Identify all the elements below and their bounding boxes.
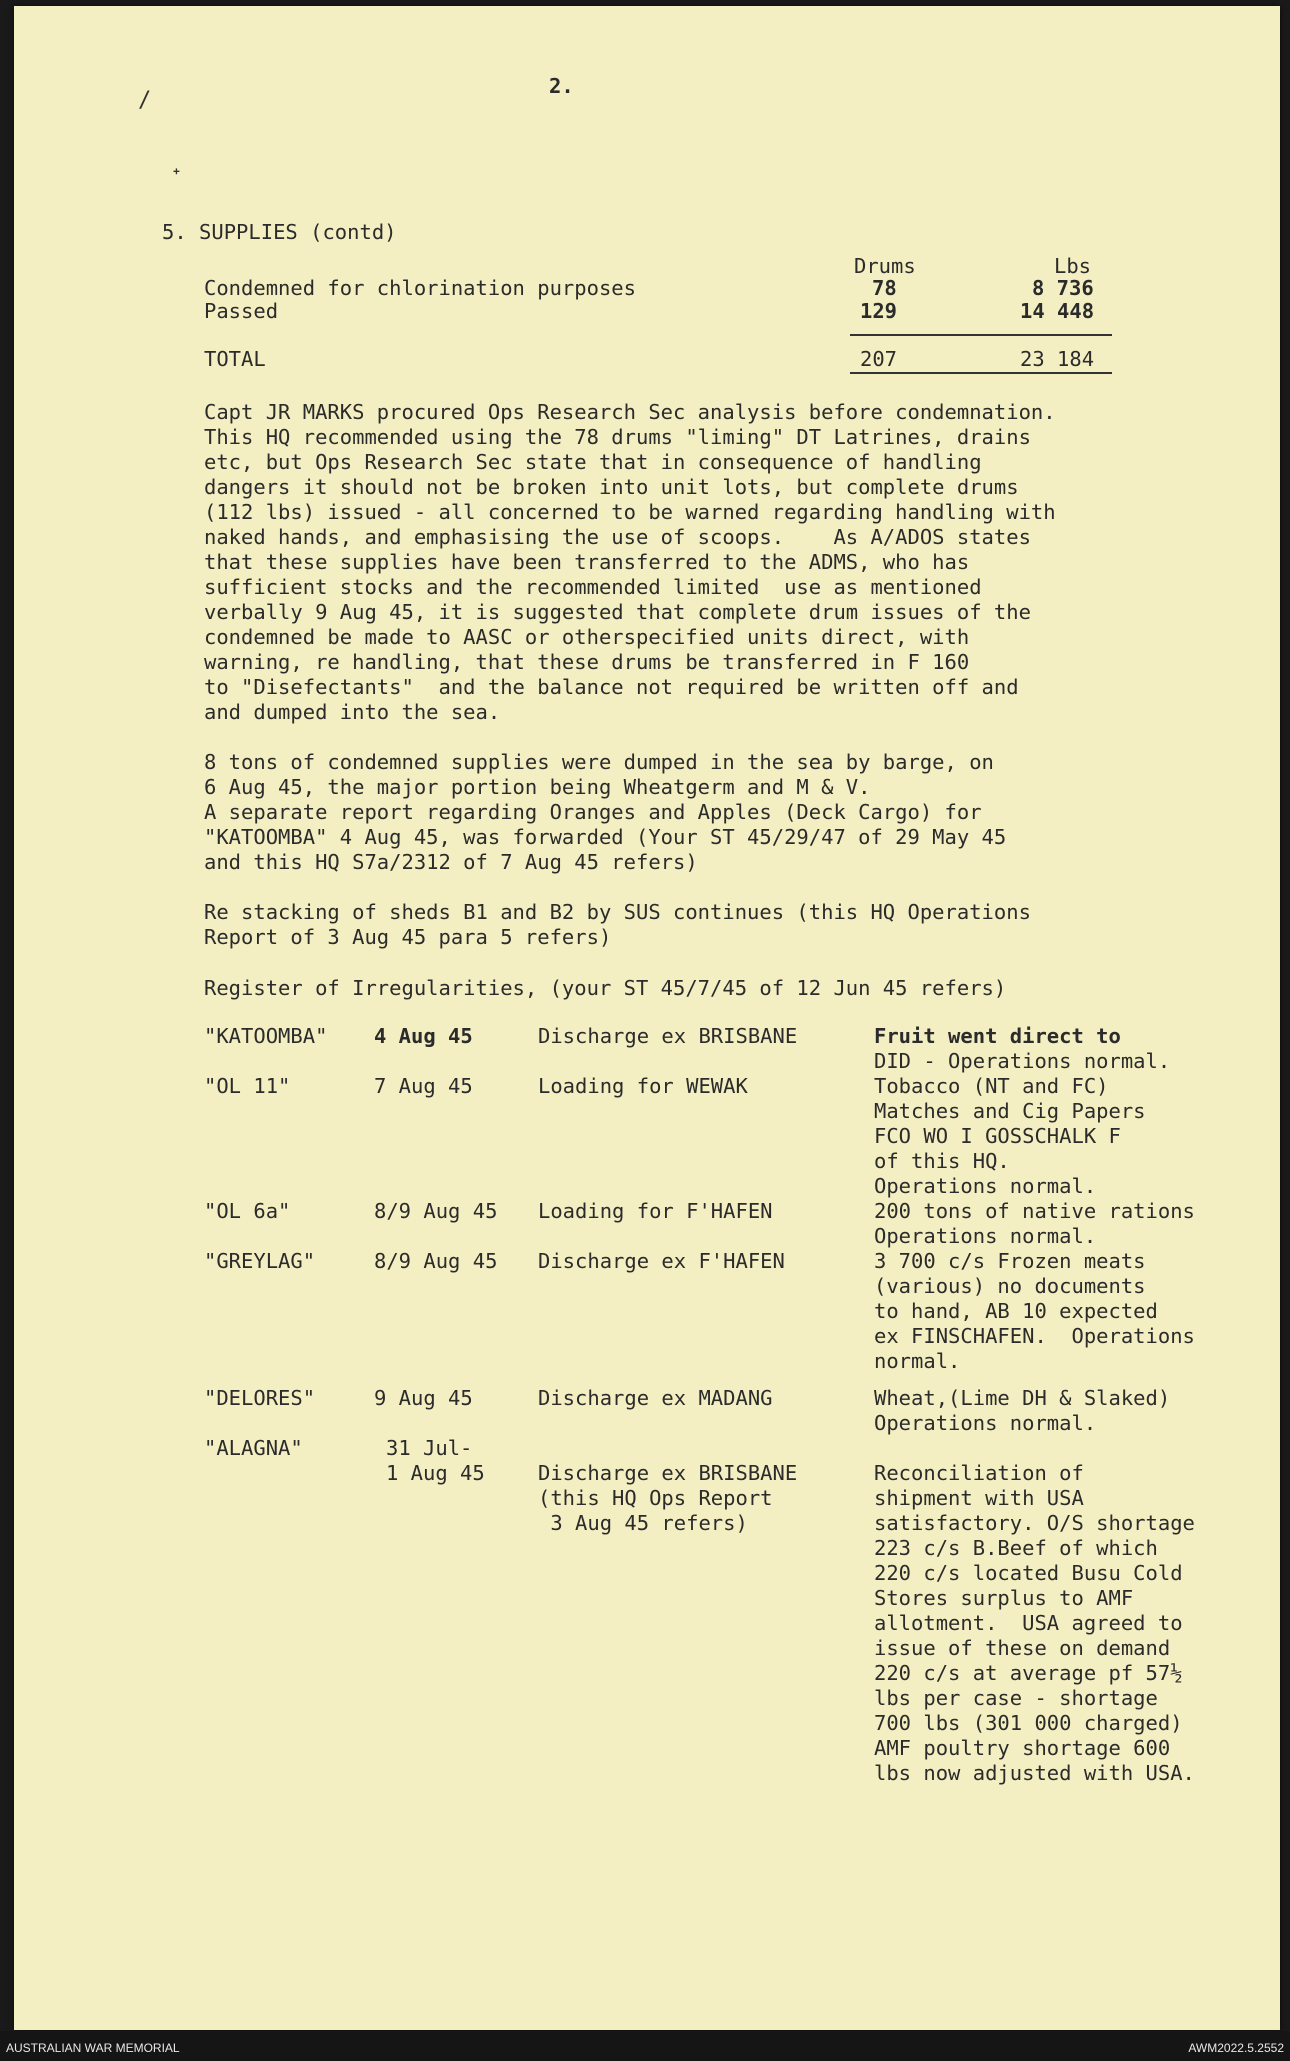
ink-mark: / xyxy=(138,88,152,113)
total-underline xyxy=(850,372,1112,374)
register-remarks: 200 tons of native rations xyxy=(874,1199,1195,1223)
text-line: that these supplies have been transferred to the ADMS, who has xyxy=(204,550,970,574)
register-remarks: Operations normal. xyxy=(874,1411,1097,1435)
register-remarks: 3 700 c/s Frozen meats xyxy=(874,1249,1146,1273)
register-ship: "OL 11" xyxy=(204,1074,291,1098)
table-row-drums: 129 xyxy=(860,299,898,323)
text-line: 8 tons of condemned supplies were dumped in the sea by barge, on xyxy=(204,750,994,774)
register-ship: "OL 6a" xyxy=(204,1199,291,1223)
register-activity: (this HQ Ops Report xyxy=(538,1486,773,1510)
footer-item-id: AWM2022.5.2552 xyxy=(1188,2041,1284,2055)
register-remarks: normal. xyxy=(874,1349,961,1373)
text-line: naked hands, and emphasising the use of scoops. As A/ADOS states xyxy=(204,525,1031,549)
register-activity: Discharge ex MADANG xyxy=(538,1386,773,1410)
register-remarks: AMF poultry shortage 600 xyxy=(874,1736,1171,1760)
text-line: A separate report regarding Oranges and Apples (Deck Cargo) for xyxy=(204,800,982,824)
register-date: 8/9 Aug 45 xyxy=(374,1199,498,1223)
register-remarks: ex FINSCHAFEN. Operations xyxy=(874,1324,1195,1348)
register-remarks: Reconciliation of xyxy=(874,1461,1084,1485)
register-ship: "KATOOMBA" xyxy=(204,1024,328,1048)
document-page xyxy=(14,6,1280,2030)
text-line: 6 Aug 45, the major portion being Wheatgerm and M & V. xyxy=(204,775,871,799)
register-remarks: satisfactory. O/S shortage xyxy=(874,1511,1195,1535)
register-date: 31 Jul- xyxy=(386,1436,473,1460)
register-remarks: Wheat,(Lime DH & Slaked) xyxy=(874,1386,1171,1410)
register-remarks: 220 c/s located Busu Cold xyxy=(874,1561,1183,1585)
footer-archive-name: AUSTRALIAN WAR MEMORIAL xyxy=(6,2041,180,2055)
register-remarks: allotment. USA agreed to xyxy=(874,1611,1183,1635)
register-remarks: of this HQ. xyxy=(874,1149,1010,1173)
register-remarks: Stores surplus to AMF xyxy=(874,1586,1134,1610)
register-heading: Register of Irregularities, (your ST 45/7/45 of 12 Jun 45 refers) xyxy=(204,976,1007,1000)
ink-mark: ᐩ xyxy=(172,164,181,189)
register-activity: 3 Aug 45 refers) xyxy=(538,1511,748,1535)
text-line: condemned be made to AASC or otherspecified units direct, with xyxy=(204,625,970,649)
text-line: verbally 9 Aug 45, it is suggested that complete drum issues of the xyxy=(204,600,1031,624)
text-line: "KATOOMBA" 4 Aug 45, was forwarded (Your ST 45/29/47 of 29 May 45 xyxy=(204,825,1007,849)
register-remarks: 223 c/s B.Beef of which xyxy=(874,1536,1158,1560)
text-line: warning, re handling, that these drums be transferred in F 160 xyxy=(204,650,970,674)
text-line: etc, but Ops Research Sec state that in consequence of handling xyxy=(204,450,982,474)
register-date: 9 Aug 45 xyxy=(374,1386,473,1410)
text-line: to "Disefectants" and the balance not required be written off and xyxy=(204,675,1019,699)
register-date: 8/9 Aug 45 xyxy=(374,1249,498,1273)
col-header-lbs: Lbs xyxy=(1054,254,1092,278)
archive-footer xyxy=(0,2031,1290,2061)
register-ship: "ALAGNA" xyxy=(204,1436,303,1460)
total-lbs: 23 184 xyxy=(1020,347,1095,371)
register-remarks: Fruit went direct to xyxy=(874,1024,1121,1048)
table-row-drums: 78 xyxy=(872,276,897,300)
text-line: and this HQ S7a/2312 of 7 Aug 45 refers) xyxy=(204,850,698,874)
register-remarks: 700 lbs (301 000 charged) xyxy=(874,1711,1183,1735)
text-line: sufficient stocks and the recommended limited use as mentioned xyxy=(204,575,982,599)
register-remarks: issue of these on demand xyxy=(874,1636,1171,1660)
register-remarks: Matches and Cig Papers xyxy=(874,1099,1146,1123)
text-line: and dumped into the sea. xyxy=(204,700,501,724)
table-row-lbs: 8 736 xyxy=(1032,276,1094,300)
register-remarks: Operations normal. xyxy=(874,1224,1097,1248)
page-number: 2. xyxy=(549,74,574,98)
table-row-label: Condemned for chlorination purposes xyxy=(204,276,636,300)
register-remarks: 220 c/s at average pf 57½ xyxy=(874,1661,1183,1685)
total-drums: 207 xyxy=(860,347,898,371)
register-activity: Discharge ex BRISBANE xyxy=(538,1024,798,1048)
register-date: 1 Aug 45 xyxy=(386,1461,485,1485)
total-label: TOTAL xyxy=(204,347,266,371)
register-date: 4 Aug 45 xyxy=(374,1024,473,1048)
section-heading: 5. SUPPLIES (contd) xyxy=(162,220,397,244)
table-row-lbs: 14 448 xyxy=(1020,299,1095,323)
register-ship: "DELORES" xyxy=(204,1386,316,1410)
text-line: (112 lbs) issued - all concerned to be warned regarding handling with xyxy=(204,500,1056,524)
register-remarks: lbs per case - shortage xyxy=(874,1686,1158,1710)
register-date: 7 Aug 45 xyxy=(374,1074,473,1098)
register-activity: Discharge ex BRISBANE xyxy=(538,1461,798,1485)
table-row-label: Passed xyxy=(204,299,279,323)
total-rule xyxy=(850,334,1112,336)
register-remarks: DID - Operations normal. xyxy=(874,1049,1171,1073)
register-activity: Loading for WEWAK xyxy=(538,1074,748,1098)
register-ship: "GREYLAG" xyxy=(204,1249,316,1273)
register-remarks: Tobacco (NT and FC) xyxy=(874,1074,1109,1098)
text-line: Capt JR MARKS procured Ops Research Sec analysis before condemnation. xyxy=(204,400,1056,424)
register-remarks: Operations normal. xyxy=(874,1174,1097,1198)
register-remarks: lbs now adjusted with USA. xyxy=(874,1761,1195,1785)
register-remarks: to hand, AB 10 expected xyxy=(874,1299,1158,1323)
text-line: Report of 3 Aug 45 para 5 refers) xyxy=(204,925,612,949)
register-activity: Loading for F'HAFEN xyxy=(538,1199,773,1223)
register-remarks: FCO WO I GOSSCHALK F xyxy=(874,1124,1121,1148)
text-line: dangers it should not be broken into unit lots, but complete drums xyxy=(204,475,1019,499)
register-remarks: shipment with USA xyxy=(874,1486,1084,1510)
register-remarks: (various) no documents xyxy=(874,1274,1146,1298)
col-header-drums: Drums xyxy=(854,254,916,278)
text-line: This HQ recommended using the 78 drums "liming" DT Latrines, drains xyxy=(204,425,1031,449)
text-line: Re stacking of sheds B1 and B2 by SUS continues (this HQ Operations xyxy=(204,900,1031,924)
register-activity: Discharge ex F'HAFEN xyxy=(538,1249,785,1273)
